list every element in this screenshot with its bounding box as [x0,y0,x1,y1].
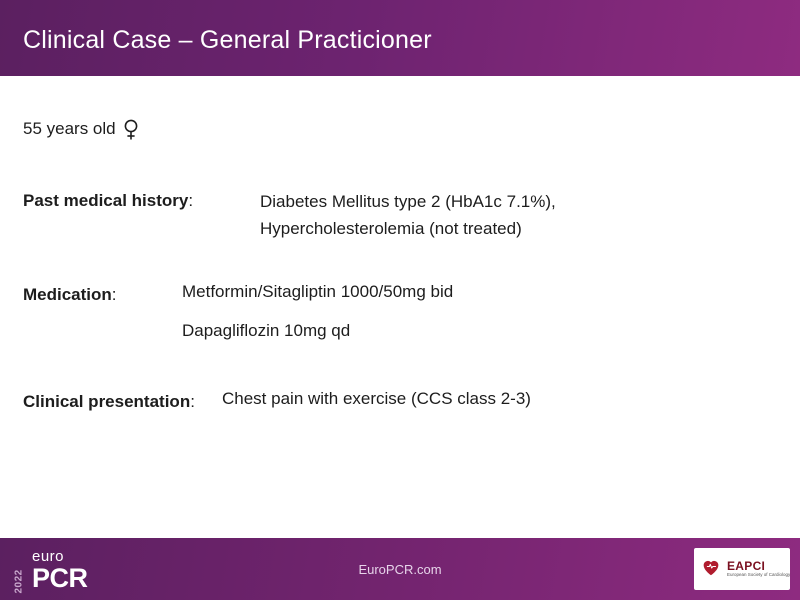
patient-age-line [23,118,139,140]
past-medical-history-label-row [23,188,193,214]
past-medical-history-value-line-2: Hypercholesterolemia (not treated) [260,219,522,238]
clinical-presentation-label: Clinical presentation [23,392,191,411]
slide-header [0,0,800,76]
slide-footer [0,538,800,600]
logo-pcr-text: PCR [32,563,88,593]
footer-url: EuroPCR.com [358,561,442,577]
eapci-subtitle: European Society of Cardiology [727,571,791,577]
heart-icon [700,556,722,583]
past-medical-history-label: Past medical history [23,191,189,210]
clinical-presentation-label-row [23,389,195,415]
past-medical-history-value-line-1: Diabetes Mellitus type 2 (HbA1c 7.1%), [260,192,556,211]
medication-label-row [23,282,117,308]
logo-euro-text: euro [32,548,65,565]
clinical-presentation-colon: : [190,392,195,411]
female-gender-icon [123,119,139,141]
eapci-name: EAPCI [727,559,766,574]
medication-value-line-1: Metformin/Sitagliptin 1000/50mg bid [182,282,454,301]
logo-year: 2022 [13,569,25,594]
medication-label: Medication [23,285,112,304]
eapci-text-block [727,560,790,577]
past-medical-history-value [260,188,780,242]
patient-age-text: 55 years old [23,119,116,138]
logo-wordmark [32,549,88,592]
medication-colon: : [111,285,117,304]
past-medical-history-colon: : [188,191,194,210]
europcr-logo [12,546,122,592]
eapci-logo [694,548,790,590]
clinical-presentation-value: Chest pain with exercise (CCS class 2-3) [222,389,531,408]
slide-content [0,76,800,538]
page-title: Clinical Case – General Practicioner [23,26,432,54]
medication-value-line-2: Dapagliflozin 10mg qd [182,321,351,340]
